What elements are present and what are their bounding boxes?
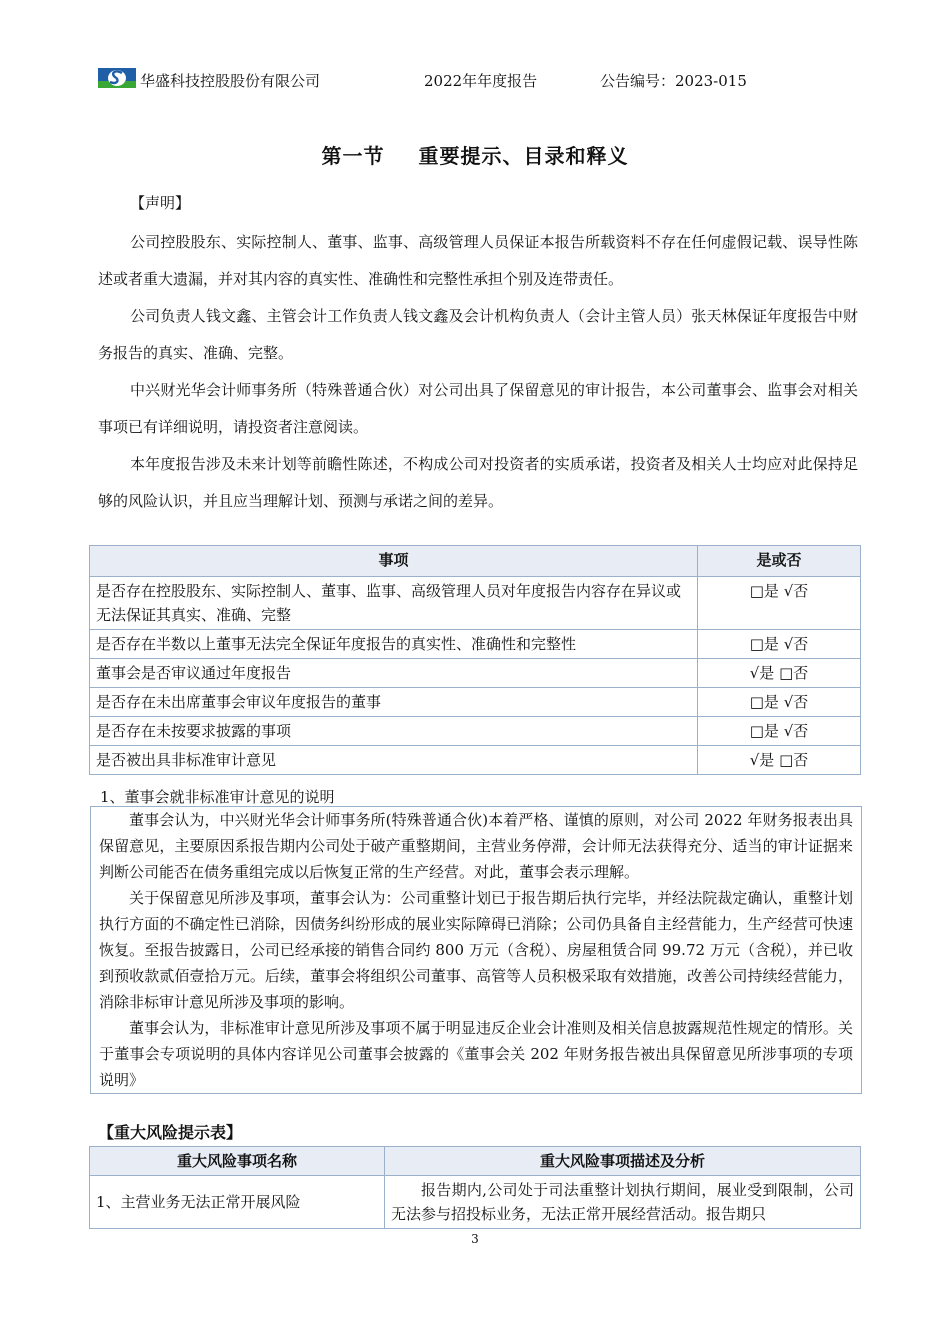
table-row xyxy=(90,746,861,775)
answer-cell: □是 √否 xyxy=(698,577,861,630)
table-row xyxy=(90,688,861,717)
item-cell: 是否存在控股股东、实际控制人、董事、监事、高级管理人员对年度报告内容存在异议或无法保证其真实、准确、完整 xyxy=(90,577,698,630)
answer-cell: √是 □否 xyxy=(698,746,861,775)
statement-paragraph: 本年度报告涉及未来计划等前瞻性陈述，不构成公司对投资者的实质承诺，投资者及相关人士均应对此保持足够的风险认识，并且应当理解计划、预测与承诺之间的差异。 xyxy=(98,455,858,510)
item-cell: 是否存在未出席董事会审议年度报告的董事 xyxy=(90,688,698,717)
notice-number: 公告编号：2023-015 xyxy=(600,72,747,90)
table-row xyxy=(90,1176,861,1229)
section-number: 第一节 xyxy=(321,144,385,168)
risk-table-title: 【重大风险提示表】 xyxy=(98,1123,243,1142)
column-header: 是或否 xyxy=(698,546,861,577)
risk-table xyxy=(89,1146,861,1229)
table-row xyxy=(90,659,861,688)
answer-cell: □是 √否 xyxy=(698,630,861,659)
board-note-title: 1、董事会就非标准审计意见的说明 xyxy=(100,788,335,806)
note-paragraph: 关于保留意见所涉及事项，董事会认为：公司重整计划已于报告期后执行完毕，并经法院裁定确认，重整计划执行方面的不确定性已消除，因债务纠纷形成的展业实际障碍已消除；公司仍具备自主经营能力，生产经营可快速恢复。至报告披露日，公司已经承接的销售合同约 800 万元（含税）、房屋租赁合同 99.72 万元（含税），并已收到预收款贰佰壹拾万元。后续，董事会将组织公司董事、高管等人员积极采取有效措施，改善公司持续经营能力，消除非标审计意见所涉及事项的影响。 xyxy=(99,889,853,1011)
section-title xyxy=(0,140,950,169)
section-heading: 重要提示、目录和释义 xyxy=(418,144,629,168)
answer-cell: □是 √否 xyxy=(698,688,861,717)
company-logo xyxy=(98,68,136,88)
item-cell: 董事会是否审议通过年度报告 xyxy=(90,659,698,688)
page-number: 3 xyxy=(471,1232,479,1246)
table-row xyxy=(90,577,861,630)
page-header xyxy=(98,66,858,94)
answer-cell: √是 □否 xyxy=(698,659,861,688)
note-paragraph: 董事会认为，中兴财光华会计师事务所(特殊普通合伙)本着严格、谨慎的原则，对公司 2022 年财务报表出具保留意见，主要原因系报告期内公司处于破产重整期间，主营业务停滞，会计师无法获得充分、适当的审计证据来判断公司能否在债务重组完成以后恢复正常的生产经营。对此，董事会表示理解。 xyxy=(99,811,853,881)
statement-paragraph: 中兴财光华会计师事务所（特殊普通合伙）对公司出具了保留意见的审计报告，本公司董事会、监事会对相关事项已有详细说明，请投资者注意阅读。 xyxy=(98,381,858,436)
report-title: 2022年年度报告 xyxy=(424,72,538,90)
risk-desc-cell: 报告期内,公司处于司法重整计划执行期间，展业受到限制，公司无法参与招投标业务，无法正常开展经营活动。报告期只 xyxy=(385,1176,861,1229)
declaration-heading: 【声明】 xyxy=(130,194,191,212)
statement-paragraph: 公司负责人钱文鑫、主管会计工作负责人钱文鑫及会计机构负责人（会计主管人员）张天林保证年度报告中财务报告的真实、准确、完整。 xyxy=(98,307,858,362)
item-cell: 是否被出具非标准审计意见 xyxy=(90,746,698,775)
table-row xyxy=(90,717,861,746)
risk-name-cell: 1、主营业务无法正常开展风险 xyxy=(90,1176,385,1229)
board-note-box xyxy=(90,806,862,1094)
column-header: 重大风险事项描述及分析 xyxy=(385,1147,861,1176)
column-header: 事项 xyxy=(90,546,698,577)
note-paragraph: 董事会认为，非标准审计意见所涉及事项不属于明显违反企业会计准则及相关信息披露规范性规定的情形。关于董事会专项说明的具体内容详见公司董事会披露的《董事会关 202 年财务报告被出具保留意见所涉事项的专项说明》 xyxy=(99,1019,853,1089)
confirmation-table xyxy=(89,545,861,775)
table-header-row xyxy=(90,546,861,577)
item-cell: 是否存在未按要求披露的事项 xyxy=(90,717,698,746)
table-row xyxy=(90,630,861,659)
statement-paragraph: 公司控股股东、实际控制人、董事、监事、高级管理人员保证本报告所载资料不存在任何虚假记载、误导性陈述或者重大遗漏，并对其内容的真实性、准确性和完整性承担个别及连带责任。 xyxy=(98,233,858,288)
column-header: 重大风险事项名称 xyxy=(90,1147,385,1176)
table-header-row xyxy=(90,1147,861,1176)
item-cell: 是否存在半数以上董事无法完全保证年度报告的真实性、准确性和完整性 xyxy=(90,630,698,659)
company-name: 华盛科技控股股份有限公司 xyxy=(140,72,321,90)
answer-cell: □是 √否 xyxy=(698,717,861,746)
